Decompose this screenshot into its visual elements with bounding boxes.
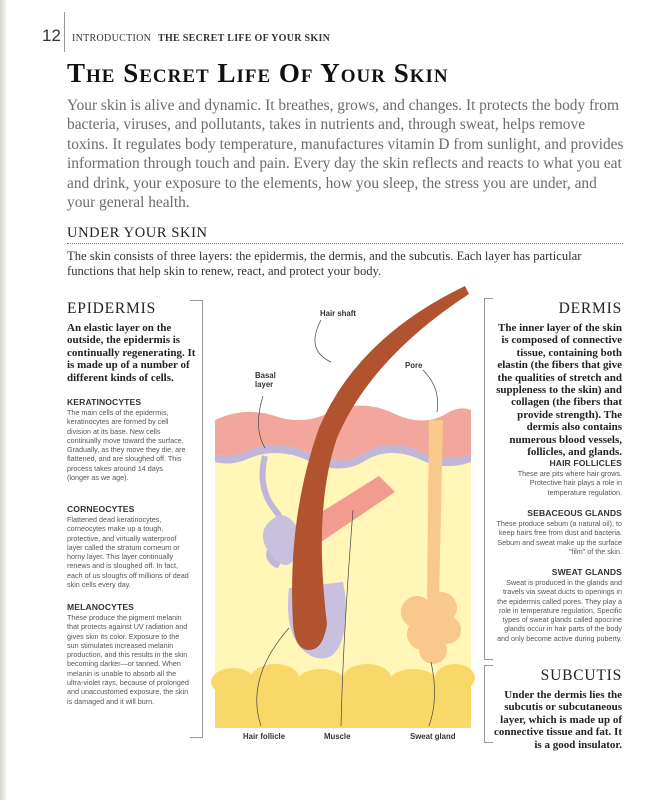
keratinocytes-heading: KERATINOCYTES [67,397,142,407]
label-basal-layer: Basal layer [255,371,276,389]
sweat-glands-text: Sweat is produced in the glands and travels via sweat ducts to openings in the epidermis called pores. They play a role in temperature regulation. Specific types of sweat glands called apocrine glands occur in hair parts of the body and only become active during puberty. [497,578,622,643]
epidermis-bracket [190,300,203,738]
label-sweat-gland: Sweat gland [410,732,456,741]
label-muscle: Muscle [324,732,351,741]
melanocytes-heading: MELANOCYTES [67,602,134,612]
epidermis-description: An elastic layer on the outside, the epidermis is continually regenerating. It is made up of a number of different kinds of cells. [67,322,196,384]
hair-follicles-text: These are pits where hair grows. Protective hair plays a role in temperature regulation. [517,469,622,497]
leader-hair-shaft [315,320,331,362]
dermis-bracket [484,298,493,660]
sebaceous-glands-text: These produce sebum (a natural oil), to keep hairs free from dust and bacteria. Sebum and sweat make up the surface "film" of the skin. [496,519,622,556]
subcutis-description: Under the dermis lies the subcutis or subcutaneous layer, which is made up of connective tissue and fat. It is a good insulator. [493,689,622,751]
running-header-chapter: THE SECRET LIFE OF YOUR SKIN [157,33,331,44]
label-hair-shaft: Hair shaft [320,309,356,318]
section-intro: The skin consists of three layers: the epidermis, the dermis, and the subcutis. Each layer has particular functions that help skin to renew, react, and protect your body. [67,249,582,278]
running-header-section: INTRODUCTION [72,33,152,44]
label-pore: Pore [405,361,423,370]
subcutis-bracket [484,665,493,743]
page-title: The Secret Life Of Your Skin [67,58,449,88]
label-hair-follicle: Hair follicle [243,732,286,741]
keratinocytes-text: The main cells of the epidermis, keratinocytes are formed by cell division at its base. New cells continually move toward the surface. Gradually, as they move they die, are flattened, and are sloughed off. This process takes around 14 days (longer as we age). [67,408,186,483]
melanocytes-text: These produce the pigment melanin that protects against UV radiation and gives skin its color. Exposure to the sun stimulates increased melanin production, and this results in the skin becoming darker—or tanned. When melanin is unable to absorb all the ultra-violet rays, because of prolonged and unaccustomed exposure, the skin is damaged and it will burn. [67,613,189,706]
hair-follicles-heading: HAIR FOLLICLES [549,458,622,468]
dermis-heading: DERMIS [558,300,622,317]
leader-pore [423,370,438,412]
dotted-divider [67,243,623,244]
corneocytes-text: Flattened dead keratinocytes, corneocytes make up a tough, protective, and virtually waterproof layer called the stratum corneum or horny layer. This layer continually renews and is sloughed off. In fact, each of us sloughs off millions of dead skin cells every day. [67,515,189,590]
header-divider [64,12,65,52]
sebaceous-glands-heading: SEBACEOUS GLANDS [527,508,622,518]
epidermis-heading: EPIDERMIS [67,300,157,317]
dermis-description: The inner layer of the skin is composed of connective tissue, containing both elastin (the fibers that give the qualities of stretch and suppleness to the skin) and collagen (the fibers that provide strength). The dermis also contains numerous blood vessels, follicles, and glands. [496,322,622,459]
intro-paragraph: Your skin is alive and dynamic. It breathes, grows, and changes. It protects the body from bacteria, viruses, and pollutants, takes in nutrients and, through sweat, helps remove toxins. It regulates body temperature, manufactures vitamin D from sunlight, and provides information through touch and pain. Every day the skin reflects and reacts to what you eat and drink, your exposure to the elements, how you sleep, the stress you are under, and your general health. [67,97,624,212]
page-edge [0,0,6,800]
running-header [72,33,330,44]
skin-diagram-svg [203,278,485,748]
skin-cross-section-diagram [203,278,485,748]
corneocytes-heading: CORNEOCYTES [67,504,135,514]
section-heading: UNDER YOUR SKIN [67,225,208,241]
page-number: 12 [42,26,61,45]
subcutis-heading: SUBCUTIS [540,667,622,684]
sweat-glands-heading: SWEAT GLANDS [551,567,622,577]
